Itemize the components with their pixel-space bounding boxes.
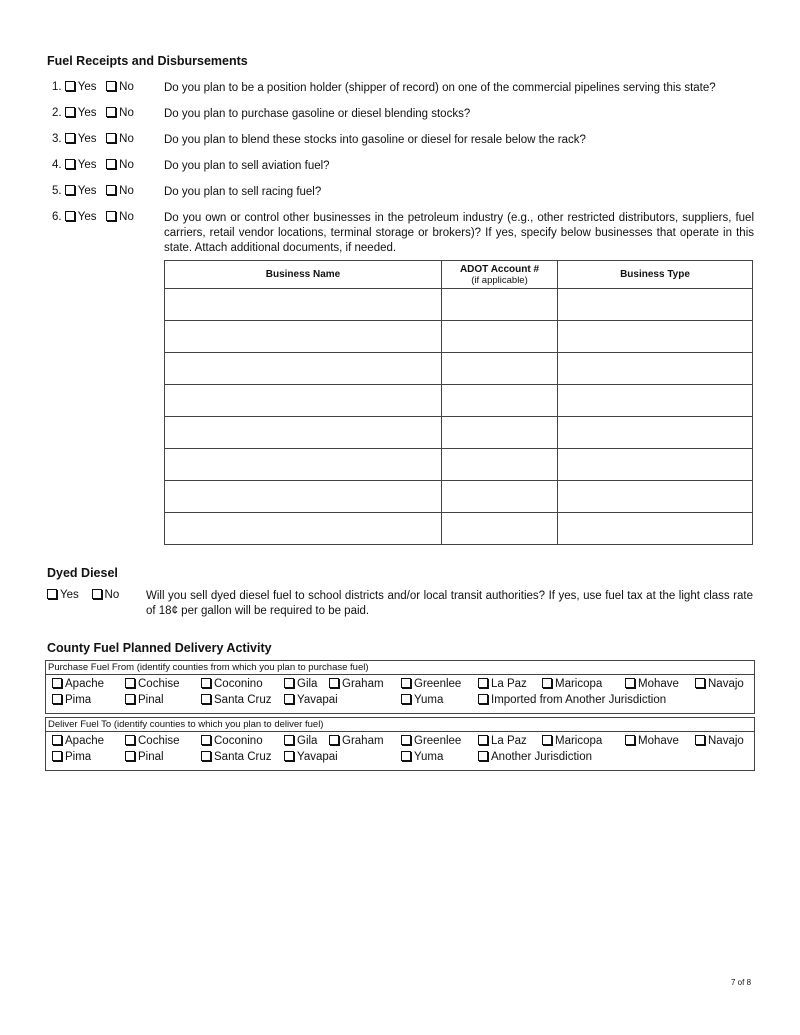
county-label: Another Jurisdiction — [491, 751, 592, 763]
table-row — [165, 321, 753, 353]
county-option[interactable] — [478, 735, 527, 747]
county-label: Coconino — [214, 678, 263, 690]
county-label: Pinal — [138, 751, 164, 763]
checkbox[interactable] — [695, 678, 705, 688]
table-row — [165, 513, 753, 545]
county-label: Coconino — [214, 735, 263, 747]
adot-account-cell[interactable] — [442, 385, 558, 417]
checkbox[interactable] — [478, 678, 488, 688]
county-option[interactable] — [284, 678, 317, 690]
county-option[interactable] — [52, 694, 91, 706]
checkbox[interactable] — [52, 694, 62, 704]
divider — [46, 674, 754, 675]
county-option[interactable] — [542, 735, 602, 747]
checkbox[interactable] — [125, 735, 135, 745]
checkbox[interactable] — [478, 694, 488, 704]
business-type-cell[interactable] — [558, 481, 753, 513]
yes-label: Yes — [77, 107, 97, 119]
county-option[interactable] — [329, 678, 384, 690]
county-label: La Paz — [491, 678, 527, 690]
checkbox[interactable] — [52, 735, 62, 745]
section-title-dyed: Dyed Diesel — [47, 566, 118, 580]
checkbox[interactable] — [201, 735, 211, 745]
county-option[interactable] — [125, 751, 164, 763]
checkbox[interactable] — [125, 678, 135, 688]
adot-account-cell[interactable] — [442, 513, 558, 545]
checkbox-yes[interactable] — [47, 589, 57, 599]
county-option[interactable] — [401, 678, 461, 690]
county-option[interactable] — [625, 735, 679, 747]
checkbox-no[interactable] — [106, 211, 116, 221]
table-row — [165, 289, 753, 321]
table-row — [165, 353, 753, 385]
question-number: 5. — [52, 185, 62, 197]
question-yes-no — [52, 211, 134, 223]
county-label: Pima — [65, 694, 92, 706]
business-type-cell[interactable] — [558, 417, 753, 449]
yes-label: Yes — [60, 589, 79, 601]
question-text: Do you plan to sell racing fuel? — [164, 186, 322, 198]
checkbox-yes[interactable] — [65, 133, 75, 143]
yes-label: Yes — [77, 159, 97, 171]
table-row — [165, 385, 753, 417]
county-label: Greenlee — [414, 678, 462, 690]
yes-label: Yes — [77, 81, 97, 93]
county-label: Graham — [342, 735, 384, 747]
question-yes-no — [52, 159, 134, 171]
county-option[interactable] — [201, 751, 272, 763]
county-option[interactable] — [478, 751, 592, 763]
county-label: Maricopa — [555, 735, 603, 747]
checkbox[interactable] — [625, 735, 635, 745]
county-option[interactable] — [52, 678, 104, 690]
county-option[interactable] — [201, 735, 263, 747]
county-label: Cochise — [138, 735, 180, 747]
no-label: No — [119, 211, 134, 223]
question-text: Do you plan to sell aviation fuel? — [164, 160, 330, 172]
county-option[interactable] — [52, 735, 104, 747]
county-option[interactable] — [125, 678, 180, 690]
county-label: Apache — [65, 735, 105, 747]
checkbox[interactable] — [401, 694, 411, 704]
question-number: 6. — [52, 211, 62, 223]
county-option[interactable] — [284, 751, 338, 763]
table-row — [165, 417, 753, 449]
no-label: No — [119, 81, 134, 93]
col-business-type: Business Type — [558, 261, 753, 289]
checkbox-yes[interactable] — [65, 159, 75, 169]
checkbox[interactable] — [125, 694, 135, 704]
checkbox-no[interactable] — [92, 589, 102, 599]
county-label: Gila — [297, 735, 318, 747]
county-label: Yuma — [414, 751, 444, 763]
no-label: No — [104, 589, 120, 601]
question-text: Do you plan to blend these stocks into gasoline or diesel for resale below the rack? — [164, 134, 586, 146]
checkbox-no[interactable] — [106, 185, 116, 195]
col-adot-label: ADOT Account # — [459, 263, 540, 275]
county-option[interactable] — [52, 751, 91, 763]
county-option[interactable] — [201, 694, 272, 706]
checkbox[interactable] — [201, 694, 211, 704]
checkbox[interactable] — [329, 678, 339, 688]
business-table — [164, 260, 753, 545]
business-type-cell[interactable] — [558, 289, 753, 321]
question-number: 3. — [52, 133, 62, 145]
page-number: 7 of 8 — [731, 978, 752, 987]
business-name-cell[interactable] — [165, 353, 442, 385]
checkbox[interactable] — [401, 751, 411, 761]
divider — [46, 731, 754, 732]
adot-account-cell[interactable] — [442, 449, 558, 481]
question-text: Do you plan to purchase gasoline or diesel blending stocks? — [164, 108, 471, 120]
county-label: Mohave — [638, 735, 679, 747]
business-type-cell[interactable] — [558, 449, 753, 481]
checkbox[interactable] — [478, 751, 488, 761]
county-option[interactable] — [329, 735, 384, 747]
purchase-caption: Purchase Fuel From (identify counties from which you plan to purchase fuel) — [48, 662, 369, 673]
col-adot-sub: (if applicable) — [471, 274, 528, 286]
county-label: La Paz — [491, 735, 527, 747]
county-option[interactable] — [478, 694, 666, 706]
adot-account-cell[interactable] — [442, 289, 558, 321]
county-option[interactable] — [125, 735, 180, 747]
county-label: Santa Cruz — [214, 751, 272, 763]
checkbox[interactable] — [52, 751, 62, 761]
county-label: Graham — [342, 678, 384, 690]
question-number: 1. — [52, 81, 62, 93]
county-option[interactable] — [695, 678, 744, 690]
county-label: Imported from Another Jurisdiction — [491, 694, 667, 706]
question-text: Do you own or control other businesses in the petroleum industry (e.g., other restricted distributors, suppliers, fuel carriers, retail vendor locations, terminal storage or brokers)? If yes, specify below businesses that operate in this state. Attach additional documents, if needed. — [164, 212, 754, 254]
checkbox[interactable] — [52, 678, 62, 688]
checkbox[interactable] — [478, 735, 488, 745]
no-label: No — [119, 185, 134, 197]
business-name-cell[interactable] — [165, 385, 442, 417]
checkbox-yes[interactable] — [65, 107, 75, 117]
county-label: Santa Cruz — [214, 694, 272, 706]
yes-label: Yes — [77, 133, 97, 145]
county-option[interactable] — [125, 694, 164, 706]
dyed-question-text: Will you sell dyed diesel fuel to school districts and/or local transit authorities? If yes, use fuel tax at the light class rate of 18¢ per gallon will be required to be paid. — [146, 590, 753, 617]
checkbox[interactable] — [284, 751, 294, 761]
checkbox[interactable] — [284, 735, 294, 745]
adot-account-cell[interactable] — [442, 321, 558, 353]
col-adot-account — [442, 261, 558, 289]
county-option[interactable] — [401, 735, 461, 747]
table-row — [165, 449, 753, 481]
county-label: Navajo — [708, 678, 744, 690]
business-type-cell[interactable] — [558, 513, 753, 545]
purchase-counties-box — [45, 660, 755, 714]
section-title-county: County Fuel Planned Delivery Activity — [47, 641, 272, 655]
county-label: Mohave — [638, 678, 679, 690]
county-label: Apache — [65, 678, 105, 690]
county-label: Yuma — [414, 694, 444, 706]
business-type-cell[interactable] — [558, 321, 753, 353]
dyed-yes-no — [47, 589, 119, 601]
checkbox[interactable] — [284, 694, 294, 704]
yes-label: Yes — [77, 185, 97, 197]
deliver-caption: Deliver Fuel To (identify counties to which you plan to deliver fuel) — [48, 719, 324, 730]
business-type-cell[interactable] — [558, 385, 753, 417]
no-label: No — [119, 133, 134, 145]
checkbox[interactable] — [542, 735, 552, 745]
question-text: Do you plan to be a position holder (shipper of record) on one of the commercial pipelines serving this state? — [164, 82, 716, 94]
checkbox[interactable] — [542, 678, 552, 688]
county-option[interactable] — [201, 678, 263, 690]
county-label: Cochise — [138, 678, 180, 690]
checkbox-yes[interactable] — [65, 185, 75, 195]
business-name-cell[interactable] — [165, 417, 442, 449]
checkbox[interactable] — [329, 735, 339, 745]
section-title-fuel: Fuel Receipts and Disbursements — [47, 54, 248, 68]
county-option[interactable] — [401, 751, 443, 763]
checkbox[interactable] — [401, 678, 411, 688]
checkbox-yes[interactable] — [65, 81, 75, 91]
col-business-name: Business Name — [165, 261, 442, 289]
business-name-cell[interactable] — [165, 449, 442, 481]
question-number: 4. — [52, 159, 62, 171]
county-option[interactable] — [478, 678, 527, 690]
county-label: Yavapai — [297, 751, 338, 763]
table-row — [165, 481, 753, 513]
county-option[interactable] — [625, 678, 679, 690]
county-label: Pinal — [138, 694, 164, 706]
county-label: Maricopa — [555, 678, 603, 690]
business-name-cell[interactable] — [165, 481, 442, 513]
deliver-counties-box — [45, 717, 755, 771]
county-label: Navajo — [708, 735, 744, 747]
checkbox-no[interactable] — [106, 133, 116, 143]
county-option[interactable] — [695, 735, 744, 747]
no-label: No — [119, 159, 134, 171]
question-yes-no — [52, 81, 134, 93]
checkbox[interactable] — [284, 678, 294, 688]
no-label: No — [119, 107, 134, 119]
county-option[interactable] — [542, 678, 602, 690]
adot-account-cell[interactable] — [442, 353, 558, 385]
business-name-cell[interactable] — [165, 513, 442, 545]
checkbox-no[interactable] — [106, 107, 116, 117]
county-label: Gila — [297, 678, 318, 690]
business-name-cell[interactable] — [165, 289, 442, 321]
checkbox[interactable] — [695, 735, 705, 745]
checkbox-no[interactable] — [106, 81, 116, 91]
adot-account-cell[interactable] — [442, 481, 558, 513]
county-label: Pima — [65, 751, 92, 763]
checkbox[interactable] — [201, 751, 211, 761]
checkbox[interactable] — [201, 678, 211, 688]
question-yes-no — [52, 185, 134, 197]
question-number: 2. — [52, 107, 62, 119]
county-option[interactable] — [401, 694, 443, 706]
question-yes-no — [52, 133, 134, 145]
county-label: Greenlee — [414, 735, 462, 747]
checkbox-no[interactable] — [106, 159, 116, 169]
business-name-cell[interactable] — [165, 321, 442, 353]
checkbox-yes[interactable] — [65, 211, 75, 221]
checkbox[interactable] — [401, 735, 411, 745]
business-type-cell[interactable] — [558, 353, 753, 385]
checkbox[interactable] — [625, 678, 635, 688]
county-label: Yavapai — [297, 694, 338, 706]
question-yes-no — [52, 107, 134, 119]
yes-label: Yes — [77, 211, 97, 223]
adot-account-cell[interactable] — [442, 417, 558, 449]
checkbox[interactable] — [125, 751, 135, 761]
county-option[interactable] — [284, 694, 338, 706]
county-option[interactable] — [284, 735, 317, 747]
